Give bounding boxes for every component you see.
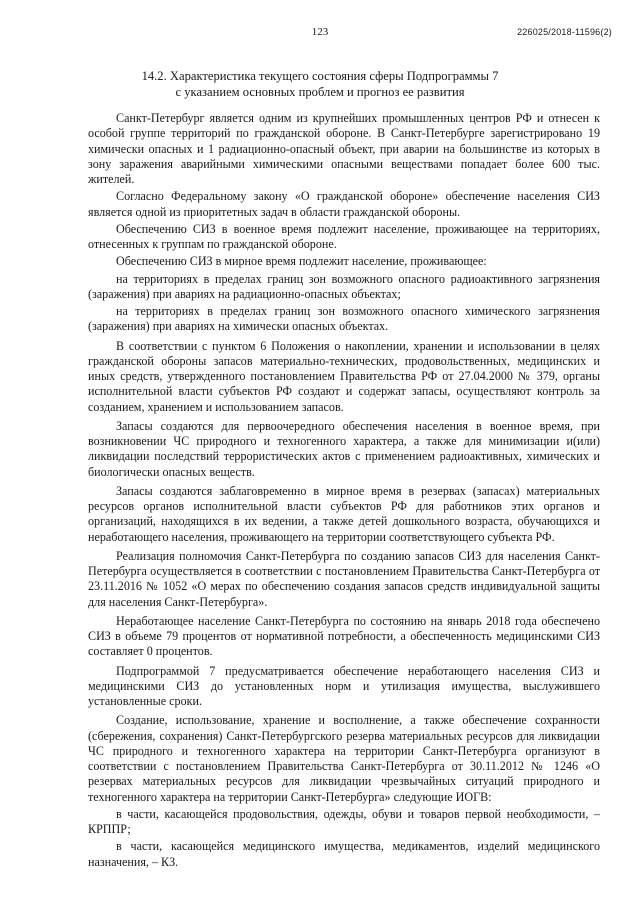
paragraph: В соответствии с пунктом 6 Положения о накоплении, хранении и использовании в целях гражданской обороны запасов материально-технических, продовольственных, медицинских и иных средств, утвержденного постановлением Правительства РФ от 27.04.2000 № 379, органы исполнительной власти субъектов РФ создают и содержат запасы, осуществляют контроль за созданием, хранением и использованием запасов.	[88, 338, 600, 414]
list-item: в части, касающейся медицинского имущества, медикаментов, изделий медицинского назначения, – КЗ.	[88, 839, 600, 869]
list-item: в части, касающейся продовольствия, одежды, обуви и товаров первой необходимости, – КРППР;	[88, 806, 600, 836]
paragraph: Создание, использование, хранение и восполнение, а также обеспечение сохранности (сбережения, сохранения) Санкт-Петербургского резерва материальных ресурсов для ликвидации ЧС природного и техногенного характера на территории Санкт-Петербурга организуют в соответствии с постановлением Правительства Санкт-Петербурга от 30.11.2012 № 1246 «О резервах материальных ресурсов для ликвидации чрезвычайных ситуаций природного и техногенного характера на территории Санкт-Петербурга» следующие ИОГВ:	[88, 713, 600, 804]
document-code: 226025/2018-11596(2)	[517, 27, 612, 37]
list-item: на территориях в пределах границ зон возможного опасного химического загрязнения (заражения) при авариях на химически опасных объектах.	[88, 304, 600, 334]
section-title-line-1: 14.2. Характеристика текущего состояния сферы Подпрограммы 7	[141, 69, 499, 83]
list-item: на территориях в пределах границ зон возможного опасного радиоактивного загрязнения (заражения) при авариях на радиационно-опасных объектах;	[88, 271, 600, 301]
paragraph: Санкт-Петербург является одним из крупнейших промышленных центров РФ и отнесен к особой группе территорий по гражданской обороне. В Санкт-Петербурге зарегистрировано 19 химически опасных и 1 радиационно-опасный объект, при аварии на большинстве из которых в зону заражения аварийными химическими опасными веществами попадает более 600 тыс. жителей.	[88, 111, 600, 186]
page-number: 123	[311, 26, 329, 38]
paragraph: Неработающее население Санкт-Петербурга по состоянию на январь 2018 года обеспечено СИЗ в объеме 79 процентов от нормативной потребности, а обеспеченность медицинскими СИЗ составляет 0 процентов.	[88, 613, 600, 659]
paragraph: Подпрограммой 7 предусматривается обеспечение неработающего населения СИЗ и медицинскими СИЗ до установленных норм и утилизация имущества, выслужившего установленные сроки.	[88, 663, 600, 708]
paragraph: Обеспечению СИЗ в военное время подлежит население, проживающее на территориях, отнесенных к группам по гражданской обороне.	[88, 221, 600, 251]
paragraph: Реализация полномочия Санкт-Петербурга по созданию запасов СИЗ для населения Санкт-Петербурга осуществляется в соответствии с постановлением Правительства Санкт-Петербурга от 23.11.2016 № 1052 «О мерах по обеспечению создания запасов средств индивидуальной защиты для населения Санкт-Петербурга».	[88, 548, 600, 609]
paragraph: Обеспечению СИЗ в мирное время подлежит население, проживающее:	[116, 254, 487, 269]
paragraph: Согласно Федеральному закону «О гражданской обороне» обеспечение населения СИЗ является одной из приоритетных задач в области гражданской обороны.	[88, 189, 600, 219]
paragraph: Запасы создаются для первоочередного обеспечения населения в военное время, при возникновении ЧС природного и техногенного характера, а также для минимизации и(или) ликвидации последствий террористических актов с применением радиоактивных, химических и биологически опасных веществ.	[88, 418, 600, 479]
paragraph: Запасы создаются заблаговременно в мирное время в резервах (запасах) материальных ресурсов органов исполнительной власти субъектов РФ для работников этих органов и организаций, находящихся в их ведении, а также детей дошкольного возраста, обучающихся и неработающего населения, проживающего на территории соответствующего субъекта РФ.	[88, 483, 600, 544]
section-heading	[60, 68, 580, 100]
section-title-line-2: с указанием основных проблем и прогноз ее развития	[175, 85, 465, 99]
document-body	[88, 111, 600, 872]
